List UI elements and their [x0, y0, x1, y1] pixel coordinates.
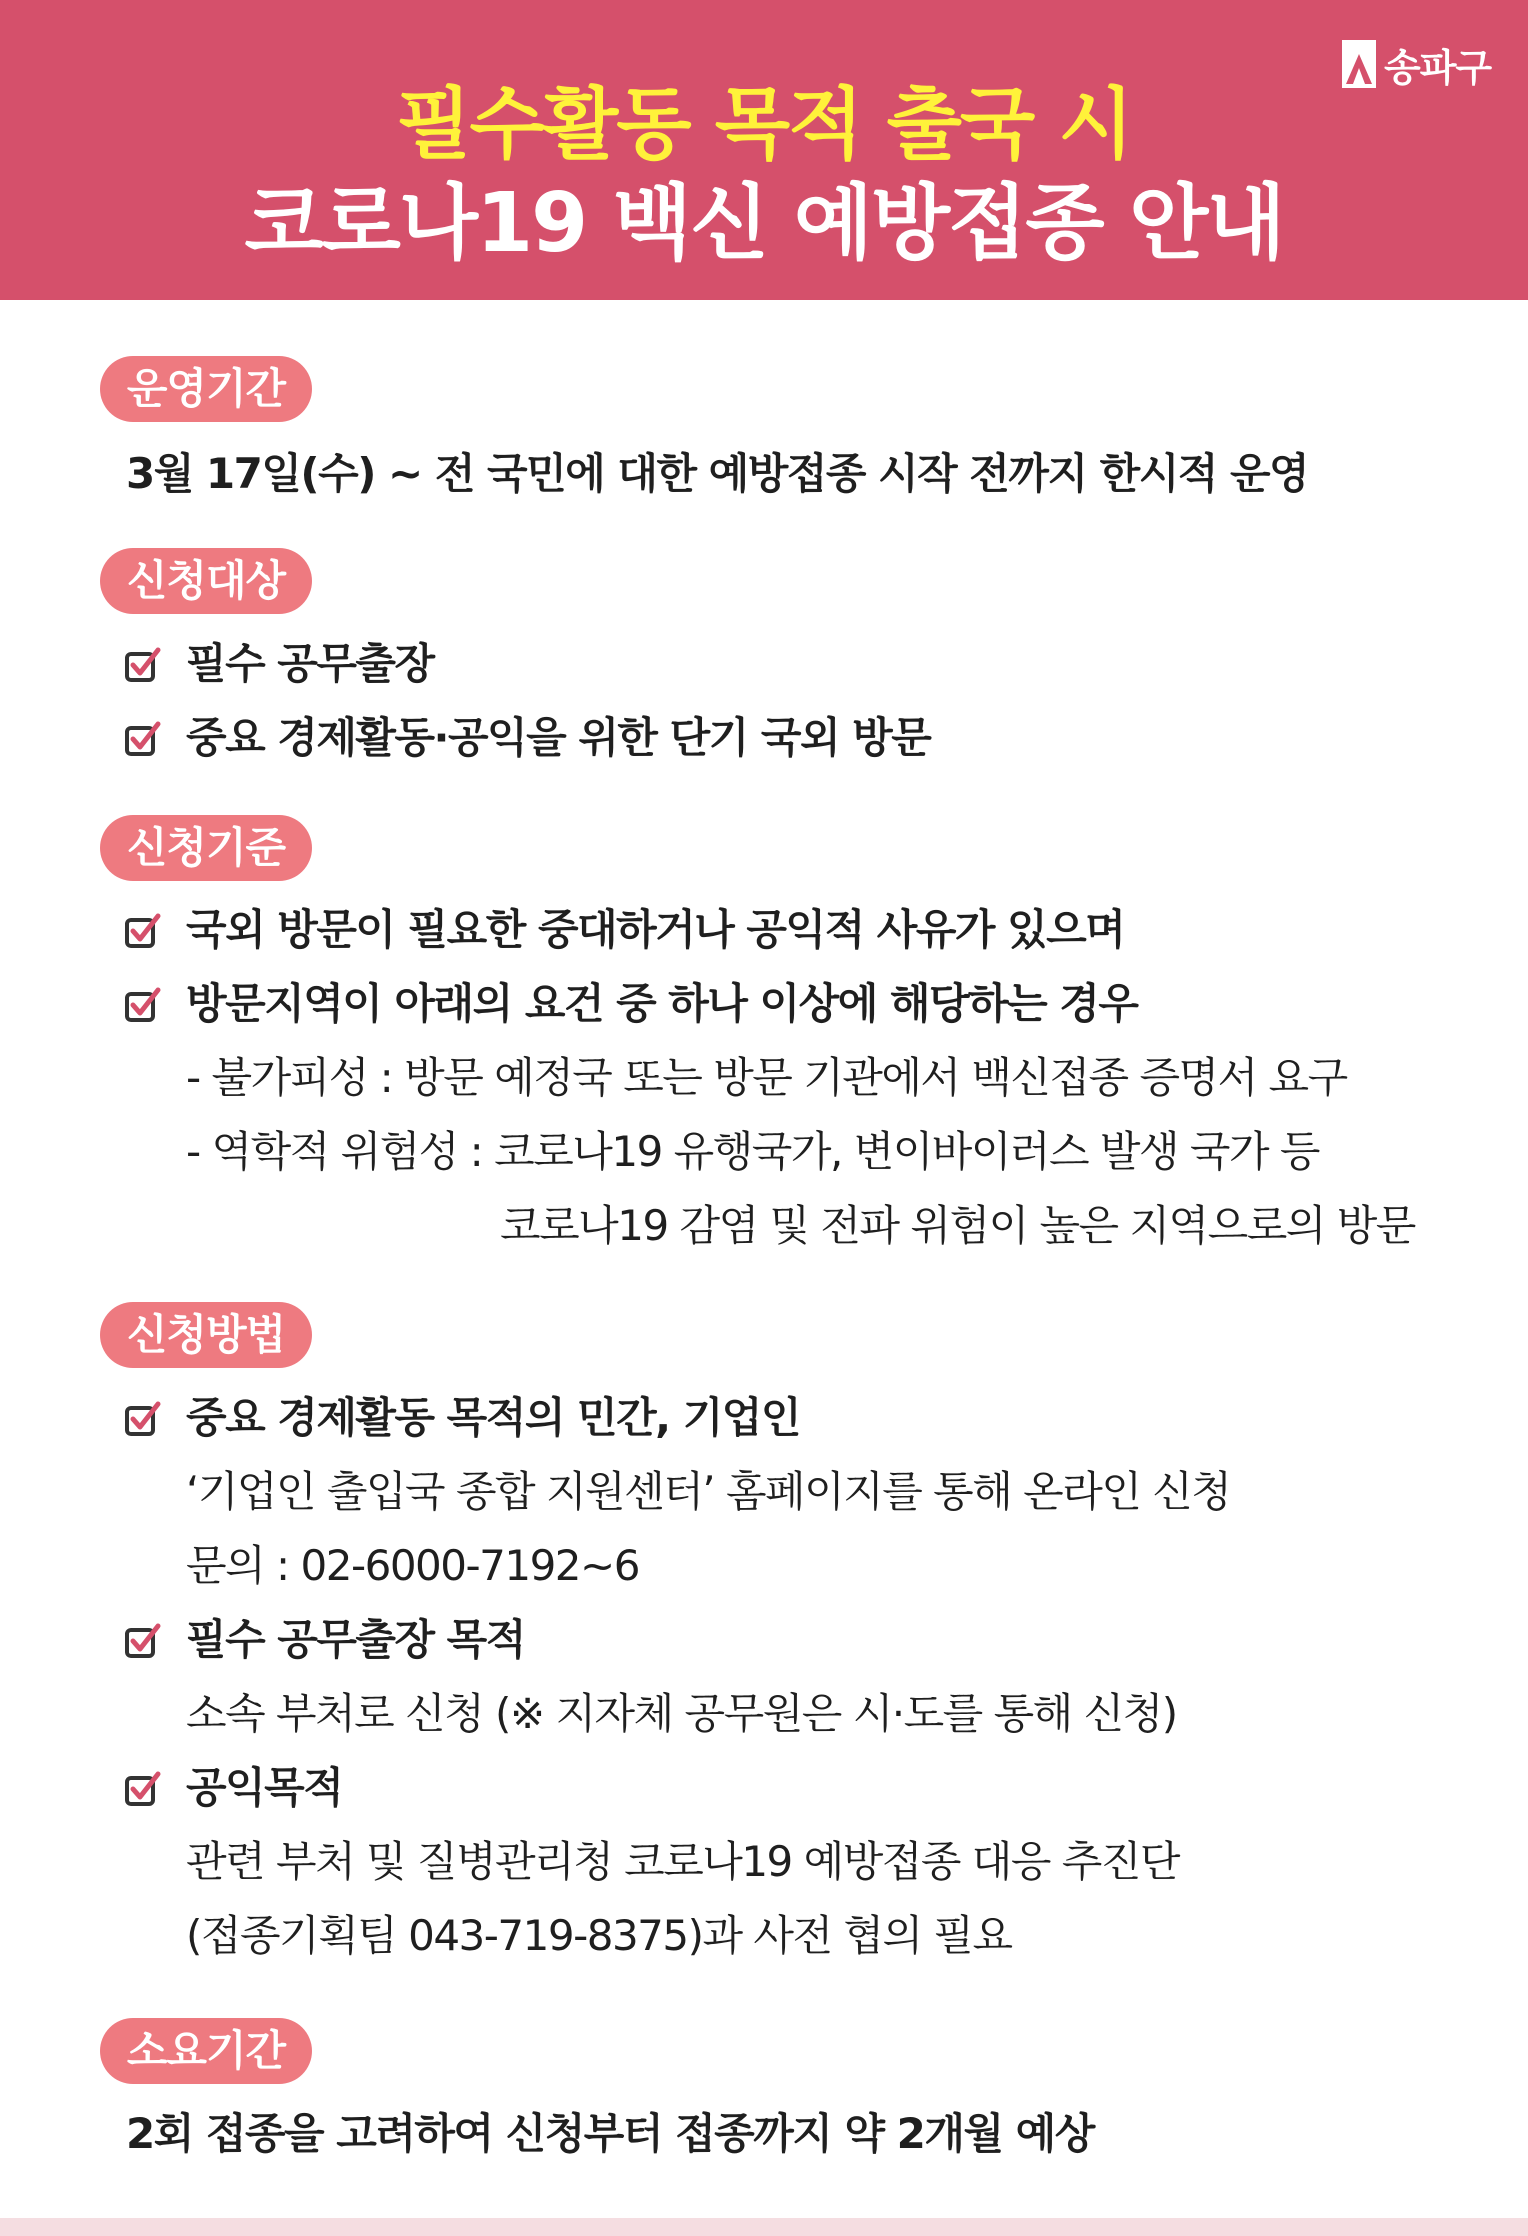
- checkbox-checked-icon: [124, 912, 162, 950]
- checkbox-checked-icon: [124, 1400, 162, 1438]
- footer-strip: [0, 2218, 1528, 2236]
- section-label-duration: 소요기간: [100, 2018, 312, 2084]
- method-item-3-title: 공익목적: [186, 1763, 343, 1812]
- method-item-1-line-2: 문의 : 02-6000-7192~6: [186, 1541, 639, 1590]
- criteria-sub-1: - 불가피성 : 방문 예정국 또는 방문 기관에서 백신접종 증명서 요구: [186, 1053, 1347, 1102]
- checkbox-checked-icon: [124, 1770, 162, 1808]
- checkbox-checked-icon: [124, 1622, 162, 1660]
- criteria-sub-2: - 역학적 위험성 : 코로나19 유행국가, 변이바이러스 발생 국가 등: [186, 1127, 1319, 1176]
- method-item-2-title: 필수 공무출장 목적: [186, 1615, 525, 1664]
- method-item-3-line-1: 관련 부처 및 질병관리청 코로나19 예방접종 대응 추진단: [186, 1837, 1179, 1886]
- target-item-1: 필수 공무출장: [186, 639, 434, 688]
- period-text: 3월 17일(수) ~ 전 국민에 대한 예방접종 시작 전까지 한시적 운영: [126, 449, 1309, 498]
- songpa-logo: [1342, 36, 1491, 92]
- criteria-sub-3: 코로나19 감염 및 전파 위험이 높은 지역으로의 방문: [500, 1201, 1415, 1250]
- songpa-logo-icon: [1342, 40, 1376, 88]
- section-label-target: 신청대상: [100, 548, 312, 614]
- criteria-item-1: 국외 방문이 필요한 중대하거나 공익적 사유가 있으며: [186, 905, 1125, 954]
- section-label-criteria: 신청기준: [100, 815, 312, 881]
- header-banner: [0, 0, 1528, 300]
- duration-text: 2회 접종을 고려하여 신청부터 접종까지 약 2개월 예상: [126, 2109, 1094, 2158]
- logo-text: 송파구: [1384, 45, 1492, 90]
- title-line-2: 코로나19 백신 예방접종 안내: [244, 176, 1284, 271]
- checkbox-checked-icon: [124, 646, 162, 684]
- section-label-period: 운영기간: [100, 356, 312, 422]
- title-line-1: 필수활동 목적 출국 시: [396, 80, 1132, 170]
- checkbox-checked-icon: [124, 986, 162, 1024]
- checkbox-checked-icon: [124, 720, 162, 758]
- target-item-2: 중요 경제활동·공익을 위한 단기 국외 방문: [186, 713, 931, 762]
- section-label-method: 신청방법: [100, 1302, 312, 1368]
- method-item-1-title: 중요 경제활동 목적의 민간, 기업인: [186, 1393, 800, 1442]
- method-item-3-line-2: (접종기획팀 043-719-8375)과 사전 협의 필요: [186, 1911, 1012, 1960]
- method-item-2-line-1: 소속 부처로 신청 (※ 지자체 공무원은 시·도를 통해 신청): [186, 1689, 1177, 1738]
- criteria-item-2: 방문지역이 아래의 요건 중 하나 이상에 해당하는 경우: [186, 979, 1138, 1028]
- method-item-1-line-1: ‘기업인 출입국 종합 지원센터’ 홈페이지를 통해 온라인 신청: [186, 1467, 1231, 1516]
